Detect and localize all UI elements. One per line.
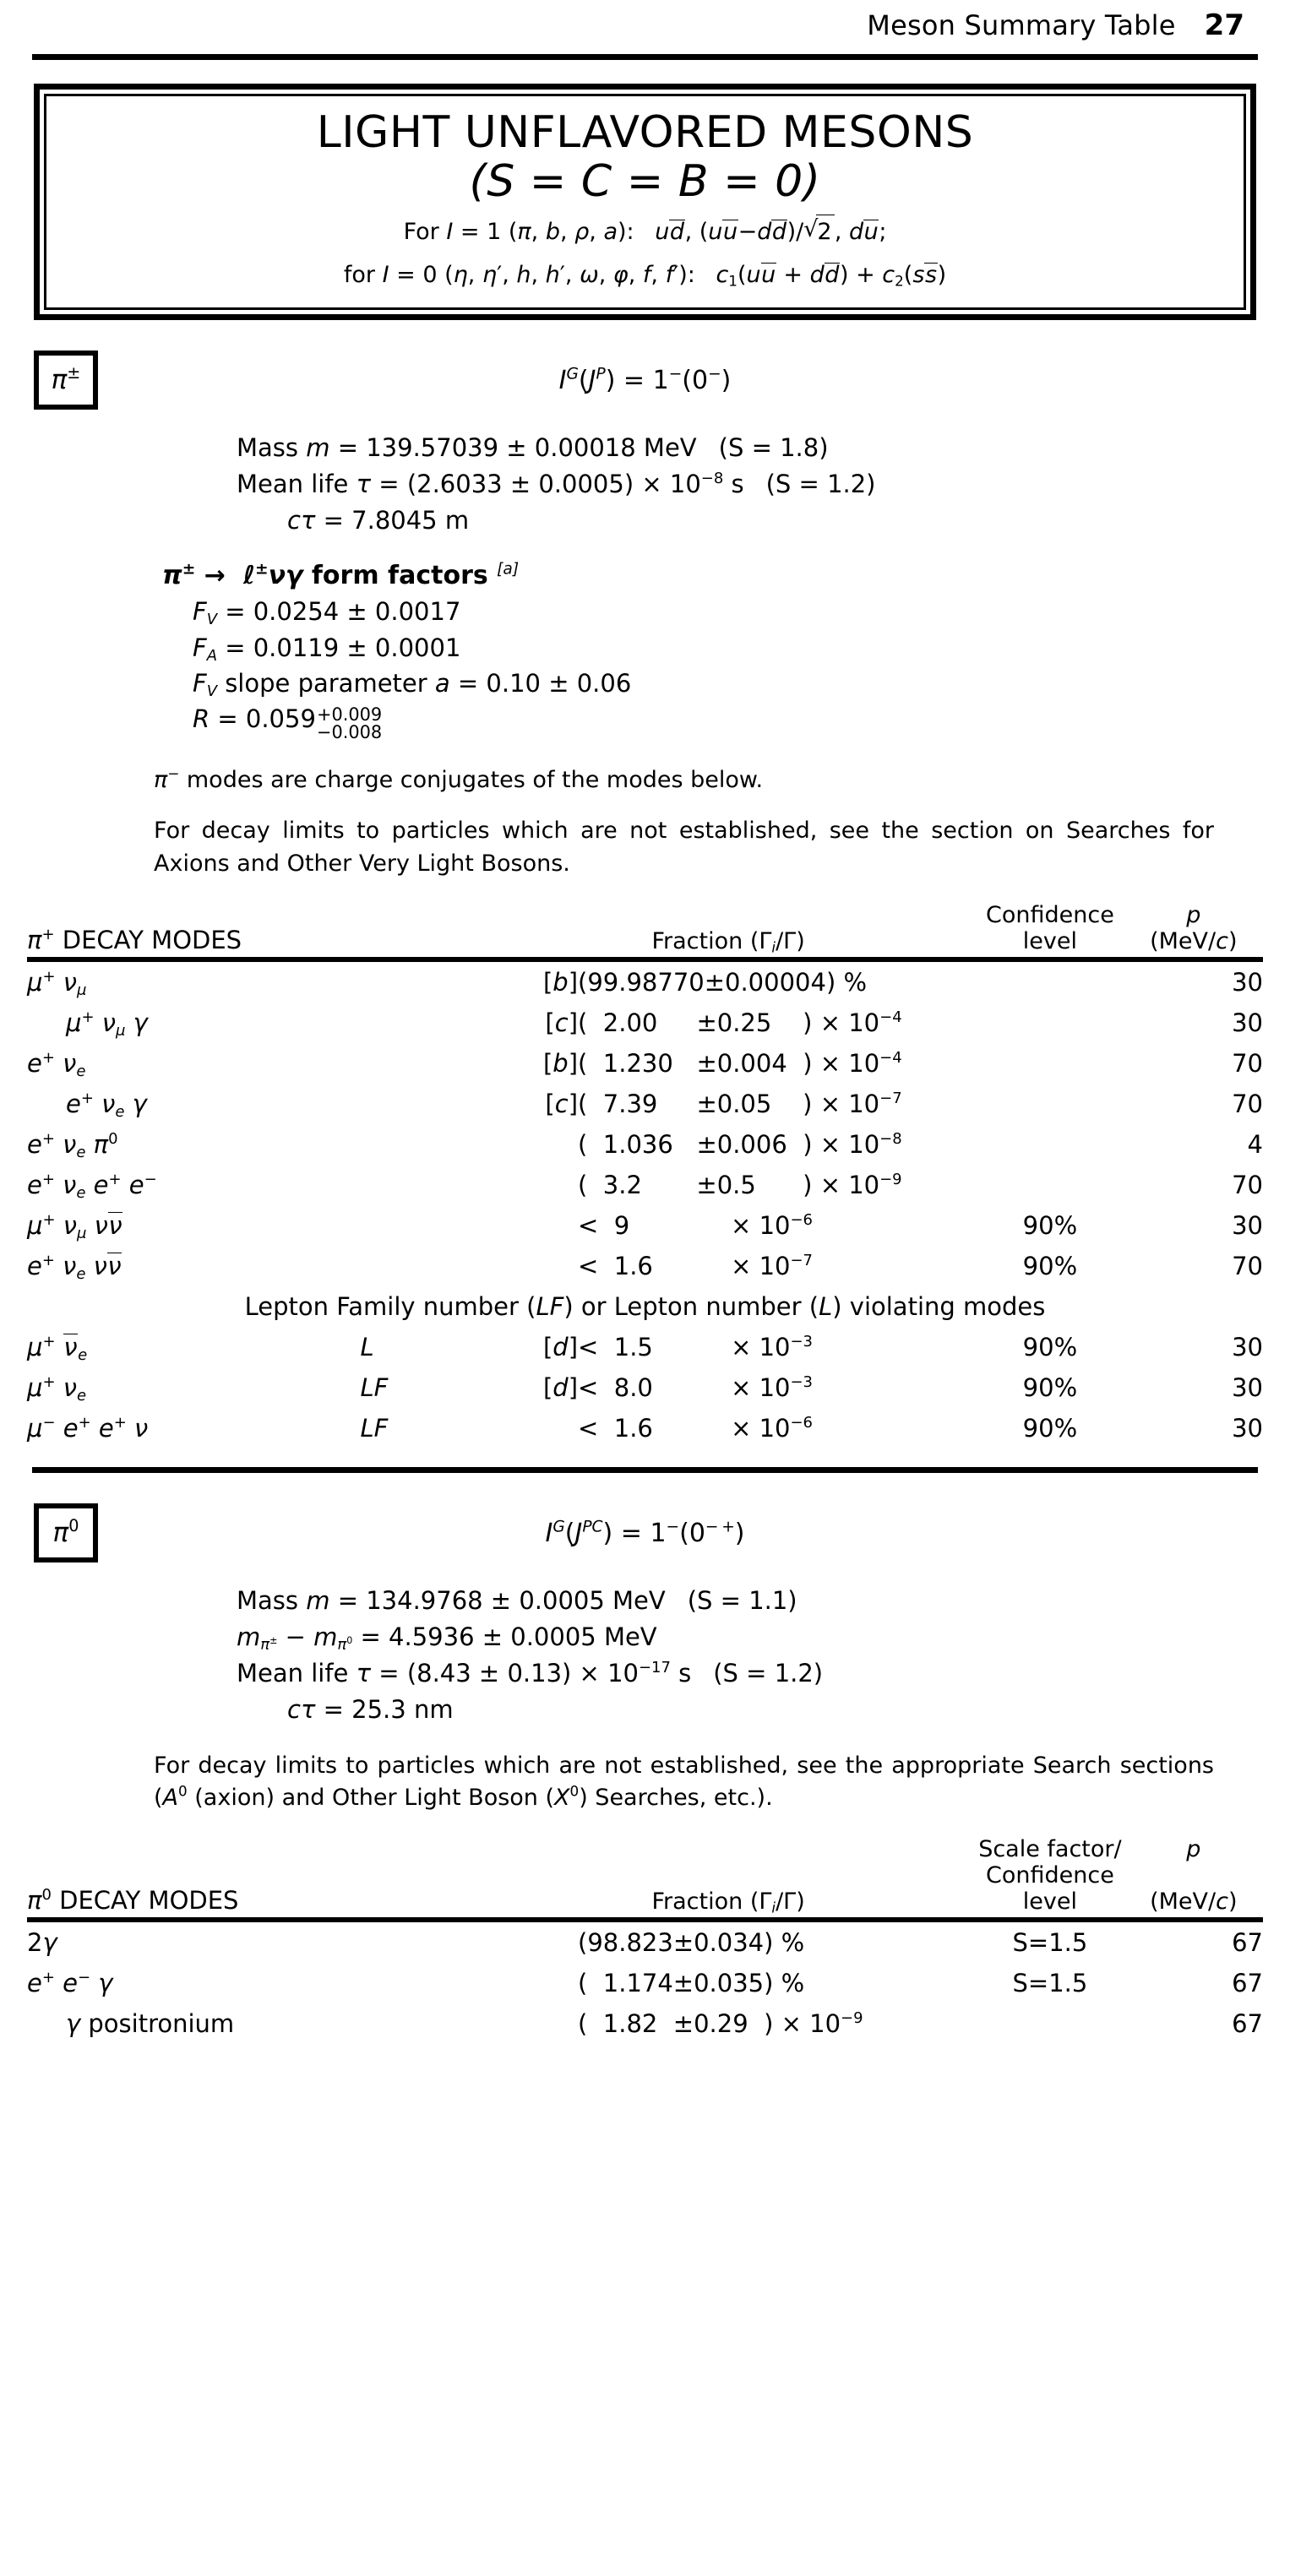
prop-ctau-pi-charged: cτ = 7.8045 m xyxy=(287,506,470,535)
th-decay-modes: π+ DECAY MODES xyxy=(27,925,242,955)
decay-table-pi-zero-top-row xyxy=(27,1836,1263,1862)
section-divider-rule xyxy=(32,1467,1258,1473)
form-factors-list xyxy=(27,594,1263,742)
ff-R: R = 0.059 +0.009 −0.008 xyxy=(193,704,383,743)
ff-FV-slope: $F_V$ slope parameter a = 0.10 ± 0.06 xyxy=(193,668,632,700)
decay-limits-note-pi-charged: For decay limits to particles which are not established, see the section on Searches for Axions and Other Very Light Bosons. xyxy=(154,818,1214,877)
table-row: e+ $\nu_e$ e+ e− ( 3.2 ±0.5 ) × $10^{-9}$ 70 xyxy=(27,1170,1263,1203)
section-banner-inner xyxy=(44,94,1246,310)
table-row: e+ $\nu_e$ γ [c] ( 7.39 ±0.05 ) × $10^{-7}$ 70 xyxy=(66,1089,1263,1122)
charge-conjugate-note: π− modes are charge conjugates of the modes below. xyxy=(154,765,764,794)
particle-symbol-pi-charged: π± xyxy=(51,363,81,396)
th-decay-modes-pi-zero: $\pi^0$ DECAY MODES xyxy=(27,1886,239,1916)
properties-pi-zero xyxy=(27,1583,1263,1728)
particle-symbol-pi-zero: $\pi^0$ xyxy=(52,1516,79,1549)
properties-pi-charged xyxy=(27,430,1263,539)
prop-meanlife-pi-charged: Mean life $\tau = (2.6033 \pm 0.0005) \times 10^{-8}$ s (S = 1.2) xyxy=(237,470,876,499)
form-factors-heading: π± → ℓ±νγ form factors [a] xyxy=(162,560,520,591)
table-row: μ+ $\nu_\mu$ [b] (99.98770±0.00004) % 30 xyxy=(27,967,1263,1000)
decay-table-pi-charged xyxy=(27,902,1263,1448)
th-confidence-level: Confidence level xyxy=(986,902,1114,955)
table-row: 2γ (98.823±0.034) % S=1.5 67 xyxy=(27,1928,1263,1958)
prop-mass-pi-zero: Mass m = 134.9768 ± 0.0005 MeV (S = 1.1) xyxy=(237,1586,797,1616)
table-row: e+ $\nu_e$ νν < 1.6 × $10^{-7}$ 90% 70 xyxy=(27,1251,1263,1284)
prop-ctau-pi-zero: cτ = 25.3 nm xyxy=(287,1694,454,1724)
table-row: e+ $\nu_e$ [b] ( 1.230 ±0.004 ) × $10^{-4}$ 70 xyxy=(27,1048,1263,1081)
section-title xyxy=(55,108,1235,206)
header-rule xyxy=(32,54,1258,60)
decay-limits-note-pi-zero: For decay limits to particles which are not established, see the appropriate Search sections ($A^0$ (axion) and Other Light Boson $(X^0)$ Searches, etc.). xyxy=(154,1752,1214,1811)
table-row: e+ e− γ ( 1.174±0.035) % S=1.5 67 xyxy=(27,1969,1263,1998)
prop-mass-pi-charged: Mass m = 139.57039 ± 0.00018 MeV (S = 1.8) xyxy=(237,433,829,463)
table-row: e+ $\nu_e$ $\pi^0$ ( 1.036 ±0.006 ) × $10^{-8}$ 4 xyxy=(27,1129,1263,1162)
isospin-line-1: For I = 1 (π, b, ρ, a): ud, (uu−dd)/ √ 2 , du; xyxy=(55,215,1235,250)
particle-header-pi-zero xyxy=(34,1502,1256,1564)
section-banner-box xyxy=(34,84,1256,320)
page-number: 27 xyxy=(1204,8,1244,42)
decay-table-pi-zero-header-row xyxy=(27,1862,1263,1915)
running-head xyxy=(27,0,1263,42)
th-fraction-pi-zero: Fraction $(\Gamma_i/\Gamma)$ xyxy=(651,1889,805,1916)
th-momentum-unit-pi-zero: (MeV/c) xyxy=(1150,1889,1238,1916)
section-title-line2: (S = C = B = 0) xyxy=(469,156,821,208)
ff-FV: $F_V = 0.0254 \pm 0.0017$ xyxy=(193,597,461,629)
decay-table-pi-zero xyxy=(27,1836,1263,2044)
th-momentum-symbol-pi-zero: p xyxy=(1186,1836,1201,1863)
section-title-line1: LIGHT UNFLAVORED MESONS xyxy=(316,107,974,158)
th-fraction: Fraction $(\Gamma_i/\Gamma)$ xyxy=(651,928,805,956)
th-momentum-symbol: p xyxy=(1186,902,1201,929)
quantum-numbers-pi-charged: $I^G(J^P) = 1^-(0^-)$ xyxy=(558,365,732,395)
ff-FA: $F_A = 0.0119 \pm 0.0001$ xyxy=(193,633,461,665)
table-row: μ+ $\nu_e$ L [d] < 1.5 × $10^{-3}$ 90% 30 xyxy=(27,1332,1263,1365)
table-row: μ+ $\nu_\mu$ νν < 9 × $10^{-6}$ 90% 30 xyxy=(27,1210,1263,1243)
table-row: μ+ $\nu_\mu$ γ [c] ( 2.00 ±0.25 ) × $10^{-4}$ 30 xyxy=(66,1008,1263,1041)
th-confidence-level-pi-zero: Confidence level xyxy=(986,1862,1114,1916)
lf-violating-heading: Lepton Family number (LF) or Lepton number (L) violating modes xyxy=(244,1292,1046,1322)
th-momentum-unit: (MeV/c) xyxy=(1150,928,1238,955)
th-momentum xyxy=(1124,902,1263,954)
quantum-numbers-pi-zero: $I^G(J^{PC}) = 1^-(0^{- +})$ xyxy=(545,1518,745,1548)
th-scale-factor: Scale factor/ xyxy=(978,1836,1122,1863)
particle-header-pi-charged xyxy=(34,349,1256,411)
running-head-title: Meson Summary Table xyxy=(867,9,1176,41)
table-row: μ− e+ e+ ν LF < 1.6 × $10^{-6}$ 90% 30 xyxy=(27,1413,1263,1443)
decay-table-header-row xyxy=(27,902,1263,954)
table-row: μ+ $\nu_e$ LF [d] < 8.0 × $10^{-3}$ 90% 30 xyxy=(27,1372,1263,1405)
prop-meanlife-pi-zero: Mean life $\tau = (8.43 \pm 0.13) \times 10^{-17}$ s (S = 1.2) xyxy=(237,1658,824,1687)
prop-mass-difference: $m_{\pi^\pm} - m_{\pi^0} = 4.5936 \pm 0.0005$ MeV xyxy=(237,1622,657,1654)
lf-heading-row xyxy=(27,1286,1263,1327)
table-row: γ positronium ( 1.82 ±0.29 ) × $10^{-9}$ 67 xyxy=(66,2009,1263,2039)
isospin-line-0: for I = 0 (η, η′, h, h′, ω, φ, f, f′): $c_1(uu + dd) + c_2(ss)$ xyxy=(343,261,947,290)
